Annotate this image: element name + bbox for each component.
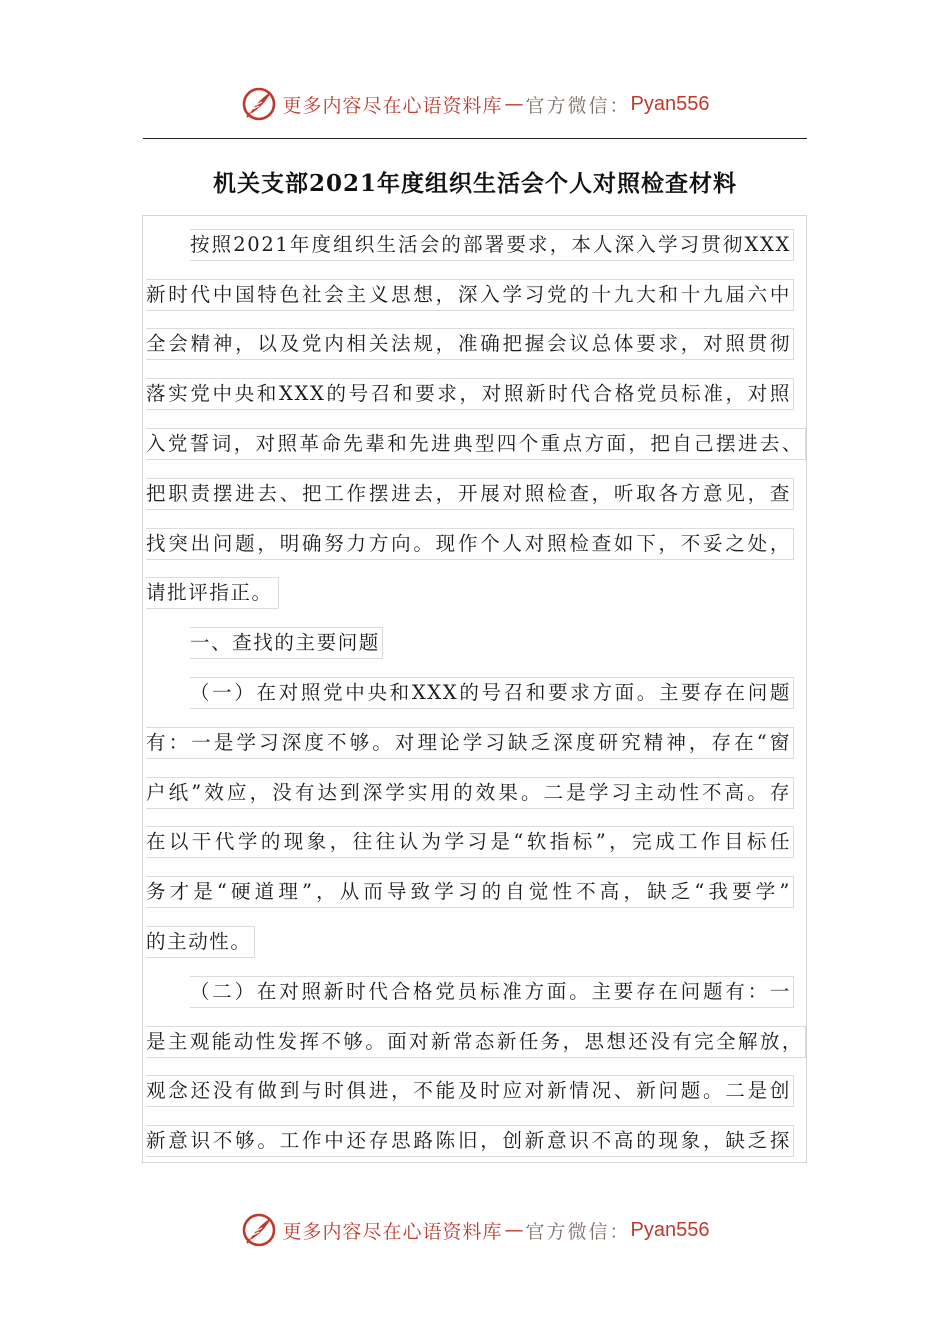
body-line-text: （二）在对照新时代合格党员标准方面。主要存在问题有：一 <box>190 976 794 1008</box>
body-line-text: 按照2021年度组织生活会的部署要求，本人深入学习贯彻XXX <box>190 229 794 261</box>
body-line <box>146 668 806 718</box>
document-title: 机关支部2021年度组织生活会个人对照检查材料 <box>212 170 737 197</box>
body-line-text: 有：一是学习深度不够。对理论学习缺乏深度研究精神，存在“窗 <box>146 727 794 759</box>
body-line-text: 全会精神，以及党内相关法规，准确把握会议总体要求，对照贯彻 <box>146 328 794 360</box>
body-line <box>146 917 806 967</box>
body-line <box>146 519 806 569</box>
banner-slogan: 更多内容尽在心语资料库 <box>282 94 503 117</box>
body-line <box>146 1116 806 1166</box>
body-line-text: 找突出问题，明确努力方向。现作个人对照检查如下，不妥之处， <box>146 528 794 560</box>
body-line <box>146 369 806 419</box>
body-line <box>146 320 806 370</box>
body-line-text: （一）在对照党中央和XXX的号召和要求方面。主要存在问题 <box>190 677 794 709</box>
banner-wechat-id: Pyan556 <box>630 92 710 115</box>
section-heading: 一、查找的主要问题 <box>190 627 383 659</box>
body-line <box>146 569 806 619</box>
body-line-text: 新时代中国特色社会主义思想，深入学习党的十九大和十九届六中 <box>146 279 794 311</box>
body-line-text: 请批评指正。 <box>146 577 279 609</box>
body-line <box>146 818 806 868</box>
body-line-text: 是主观能动性发挥不够。面对新常态新任务，思想还没有完全解放， <box>146 1026 806 1058</box>
banner-slogan: 更多内容尽在心语资料库 <box>282 1220 503 1243</box>
body-line-text: 把职责摆进去、把工作摆进去，开展对照检查，听取各方意见，查 <box>146 478 794 510</box>
body-line-text: 务才是“硬道理”，从而导致学习的自觉性不高，缺乏“我要学” <box>146 876 794 908</box>
body-line <box>146 469 806 519</box>
feather-pen-logo-icon <box>241 1212 277 1248</box>
body-line-text: 的主动性。 <box>146 926 255 958</box>
body-line <box>146 270 806 320</box>
body-line-text: 新意识不够。工作中还存思路陈旧，创新意识不高的现象，缺乏探 <box>146 1125 794 1157</box>
feather-pen-logo-icon <box>241 86 277 122</box>
body-line <box>146 718 806 768</box>
body-line <box>146 1017 806 1067</box>
body-line <box>146 867 806 917</box>
header-banner <box>0 82 950 126</box>
body-line-text: 观念还没有做到与时俱进，不能及时应对新情况、新问题。二是创 <box>146 1075 794 1107</box>
body-line <box>146 220 806 270</box>
document-body <box>146 220 806 1166</box>
body-line-text: 户纸”效应，没有达到深学实用的效果。二是学习主动性不高。存 <box>146 777 794 809</box>
body-line <box>146 419 806 469</box>
banner-separator: — <box>504 1219 524 1241</box>
banner-wechat-id: Pyan556 <box>630 1218 710 1241</box>
header-divider <box>143 138 807 139</box>
body-line-text: 落实党中央和XXX的号召和要求，对照新时代合格党员标准，对照 <box>146 378 794 410</box>
body-line-text: 在以干代学的现象，往往认为学习是“软指标”，完成工作目标任 <box>146 826 794 858</box>
section-heading-line <box>146 618 806 668</box>
footer-banner <box>0 1208 950 1252</box>
body-line-text: 入党誓词，对照革命先辈和先进典型四个重点方面，把自己摆进去、 <box>146 428 806 460</box>
body-line <box>146 1067 806 1117</box>
body-line <box>146 768 806 818</box>
banner-wechat-label: 官方微信： <box>525 94 631 117</box>
banner-wechat-label: 官方微信： <box>525 1220 631 1243</box>
banner-separator: — <box>504 93 524 115</box>
body-line <box>146 967 806 1017</box>
